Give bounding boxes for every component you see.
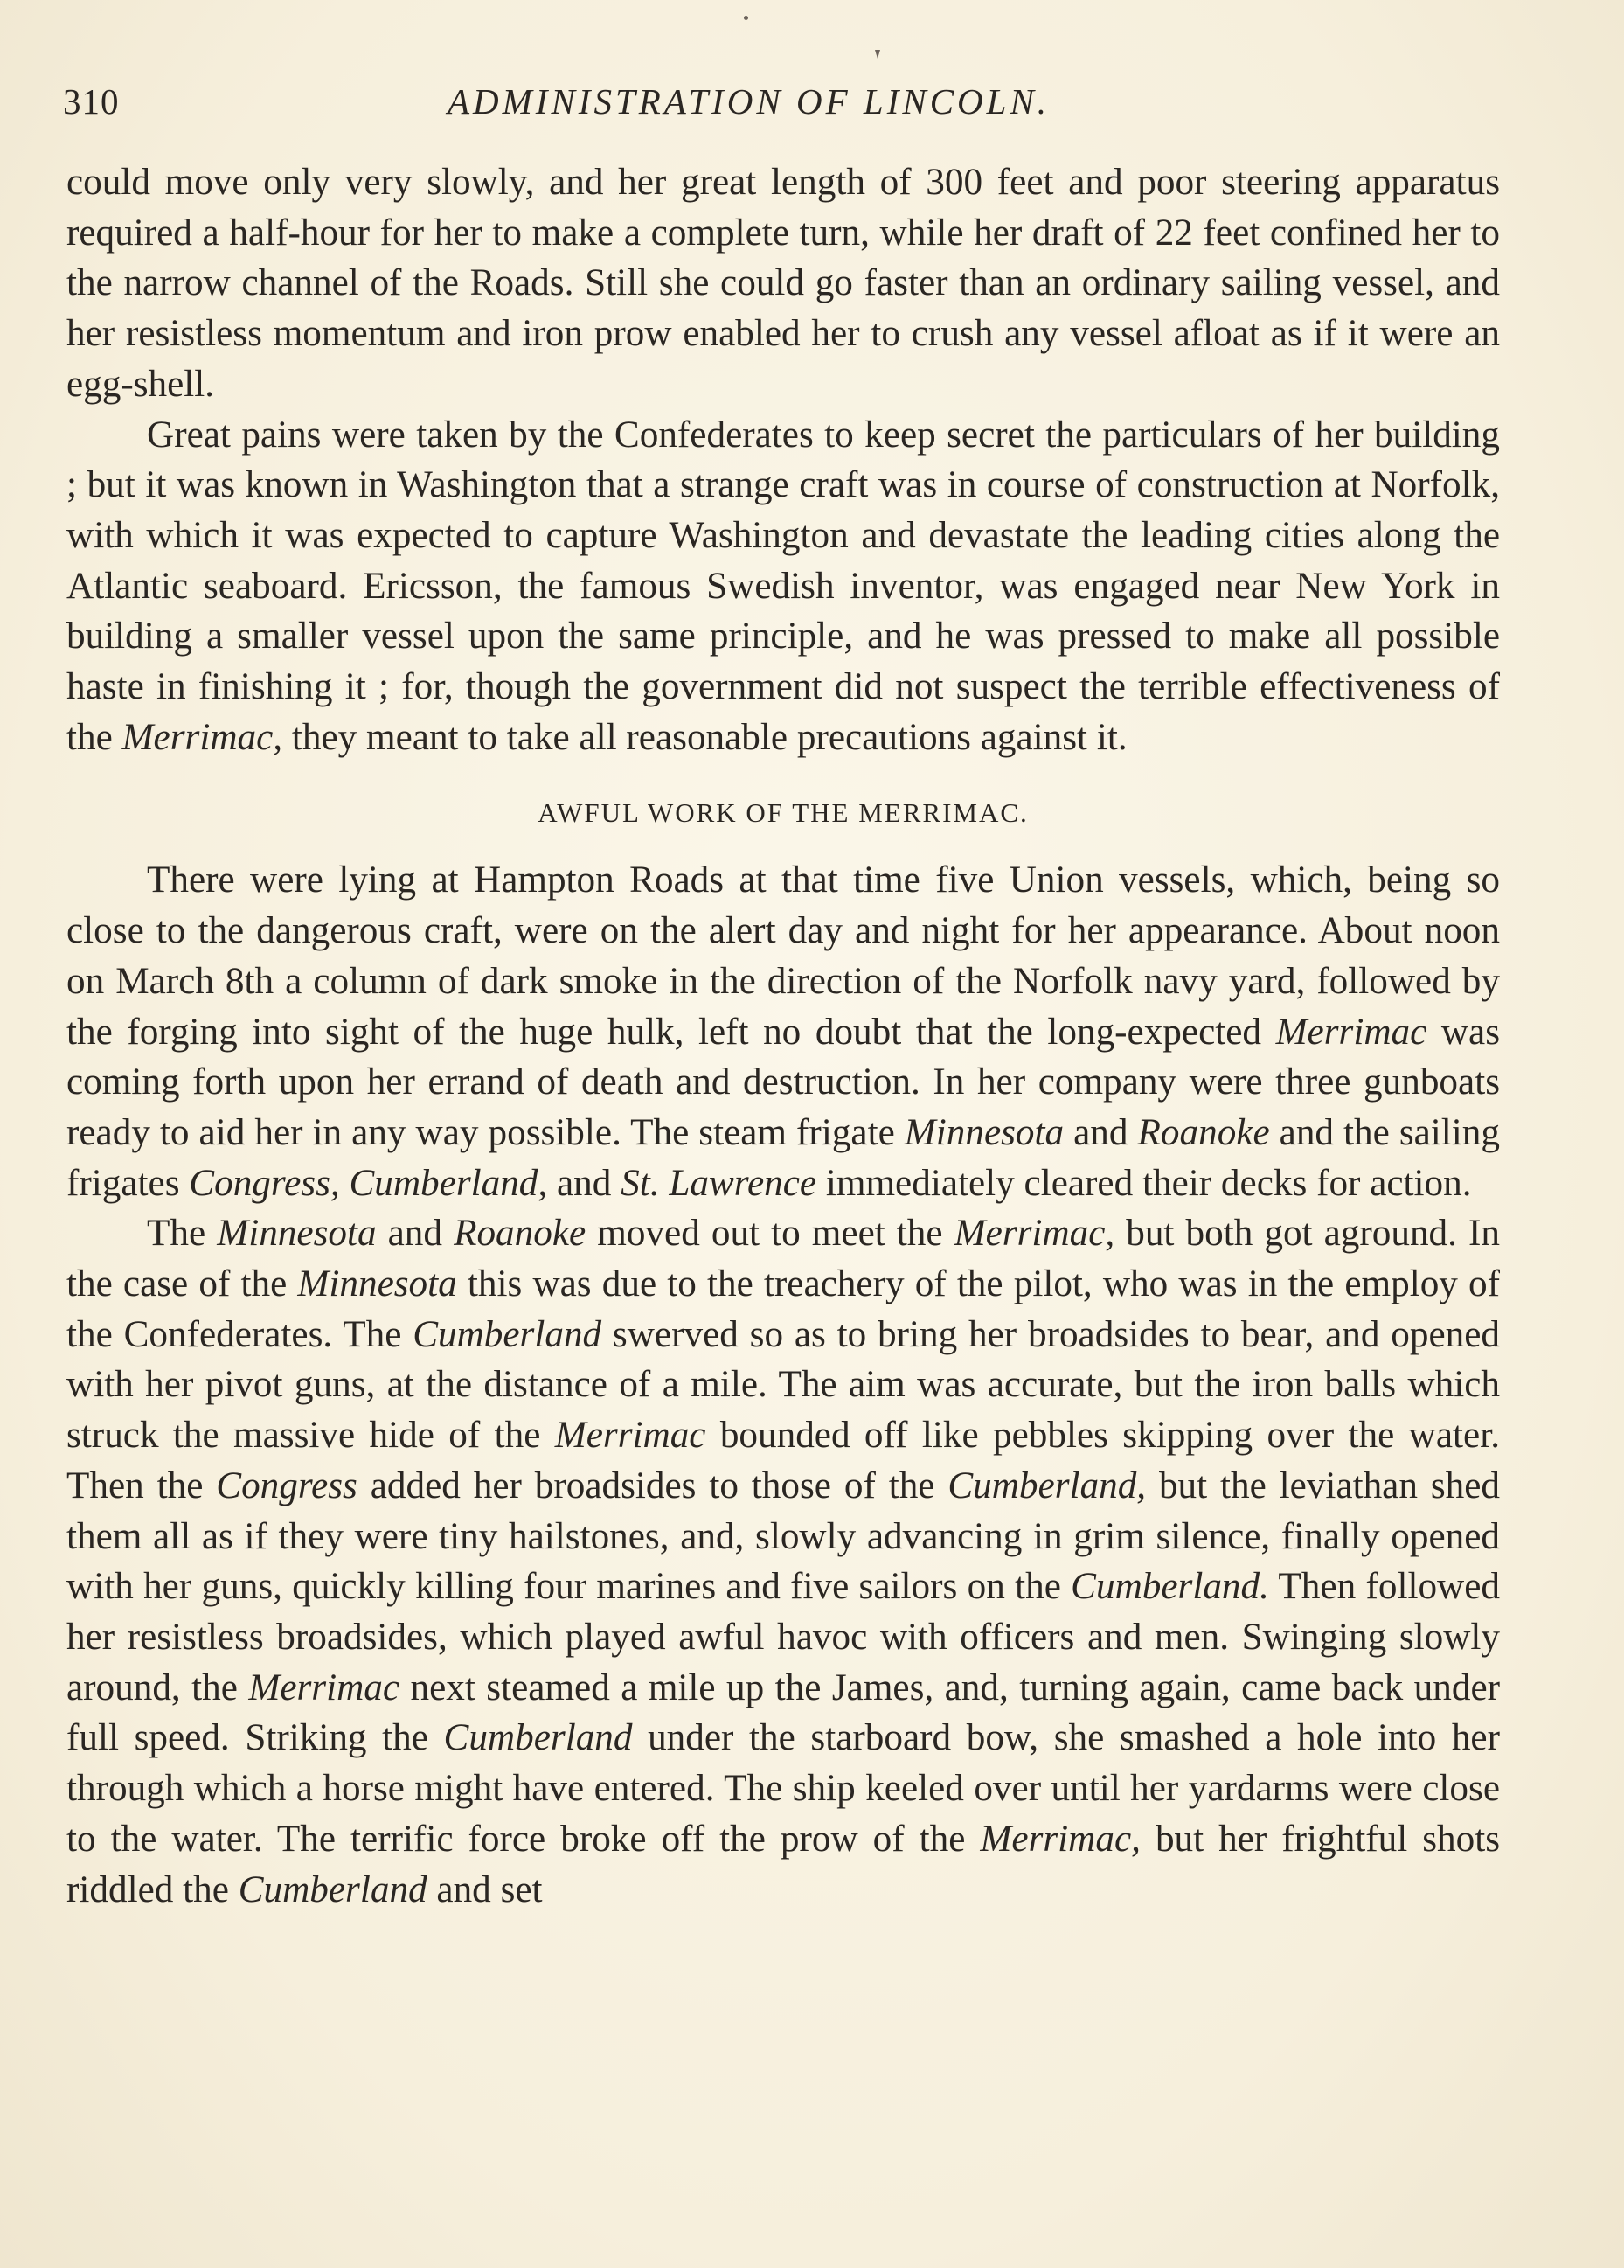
text-run: Great pains were taken by the Confederates to keep secret the particulars of her building ; but it was known in Washington that a strange craft was in course of construction at Norfolk, with which it was expected to capture Washington and devastate the leading cities along the Atlantic seaboard. Ericsson, the famous Swedish inventor, was engaged near New York in building a smaller vessel upon the same principle, and he was pressed to make all possible haste in finishing it ; for, though the government did not suspect the terrible effectiveness of the xyxy=(66,414,1500,758)
ship-name: Merrimac, xyxy=(121,716,283,758)
text-run: under the starboard bow, she smashed a hole into her through which a horse might have entered. The ship keeled over until her yardarms were close to the water. The terrific force broke off the prow of the xyxy=(66,1717,1500,1860)
ship-name: Cumberland xyxy=(413,1313,602,1355)
ship-name: Merrimac, xyxy=(980,1818,1141,1860)
page-number: 310 xyxy=(63,81,120,122)
text-run: bounded off like pebbles skipping over the water. Then the xyxy=(66,1415,1500,1506)
body-text xyxy=(66,157,1500,1915)
paragraph-4 xyxy=(66,1208,1500,1915)
ship-name: Minnesota xyxy=(217,1213,377,1255)
ship-name: Cumberland. xyxy=(1071,1566,1269,1608)
text-run: moved out to meet the xyxy=(586,1213,954,1255)
text-run: was coming forth upon her errand of death and destruction. In her company were three gunboats ready to aid her in any way possible. The steam frigate xyxy=(66,1011,1500,1153)
paragraph-3 xyxy=(66,855,1500,1208)
text-run: they meant to take all reasonable precautions against it. xyxy=(282,716,1128,758)
text-run: and xyxy=(376,1213,455,1255)
ship-name: Merrimac xyxy=(554,1415,706,1457)
text-run: but both got aground. In the case of the xyxy=(66,1213,1501,1305)
text-run: and xyxy=(1064,1111,1138,1153)
ship-name: Congress xyxy=(216,1464,357,1506)
text-run: could move only very slowly, and her great length of 300 feet and poor steering apparatus required a half-hour for her to make a complete turn, while her draft of 22 feet confined her to the narrow channel of the Roads. Still she could go faster than an ordinary sailing vessel, and her resistless momentum and iron prow enabled her to crush any vessel afloat as if it were an egg-shell. xyxy=(66,162,1500,405)
ship-name: Merrimac, xyxy=(954,1213,1115,1255)
paragraph-2 xyxy=(66,410,1500,763)
ship-name: Cumberland, xyxy=(947,1464,1147,1506)
ship-name: Minnesota xyxy=(904,1111,1065,1153)
text-run: but the leviathan shed them all as if they were tiny hailstones, and, slowly advancing in grim silence, finally opened with her guns, quickly killing four marines and five sailors on the xyxy=(66,1464,1500,1608)
text-run: added her broadsides to those of the xyxy=(357,1464,948,1506)
text-run: and the sailing frigates xyxy=(66,1111,1500,1204)
ship-name: Cumberland xyxy=(238,1868,427,1910)
paragraph-1 xyxy=(66,157,1500,410)
ship-name: Cumberland xyxy=(443,1717,633,1759)
text-run: this was due to the treachery of the pilot, who was in the employ of the Confederates. The xyxy=(66,1263,1501,1355)
text-run: swerved so as to bring her broadsides to bear, and opened with her pivot guns, at the distance of a mile. The aim was accurate, but the iron balls which struck the massive hide of the xyxy=(66,1313,1500,1457)
text-run: The xyxy=(147,1213,218,1255)
running-header xyxy=(63,80,1496,133)
ship-name: St. Lawrence xyxy=(621,1162,817,1204)
section-heading: AWFUL WORK OF THE MERRIMAC. xyxy=(538,797,1029,829)
ship-name: Congress, Cumberland, xyxy=(189,1162,548,1204)
ship-name: Roanoke xyxy=(454,1213,586,1255)
text-run: Then followed her resistless broadsides, which played awful havoc with officers and men. Swinging slowly around, the xyxy=(66,1566,1500,1708)
ink-speck xyxy=(744,16,748,20)
text-run: There were lying at Hampton Roads at that time five Union vessels, which, being so close to the dangerous craft, were on the alert day and night for her appearance. About noon on March 8th a column of dark smoke in the direction of the Norfolk navy yard, followed by the forging into sight of the huge hulk, left no doubt that the long-expected xyxy=(66,859,1500,1053)
text-run: next steamed a mile up the James, and, turning again, came back under full speed. Striking the xyxy=(66,1666,1500,1759)
ship-name: Merrimac xyxy=(248,1666,400,1708)
running-title: ADMINISTRATION OF LINCOLN. xyxy=(448,81,1051,122)
ink-speck xyxy=(875,50,880,59)
text-run: and xyxy=(547,1162,621,1204)
text-run: immediately cleared their decks for action. xyxy=(816,1162,1472,1204)
ship-name: Roanoke xyxy=(1137,1111,1270,1153)
ship-name: Minnesota xyxy=(297,1263,457,1305)
ship-name: Merrimac xyxy=(1275,1011,1427,1053)
text-run: but her frightful shots riddled the xyxy=(66,1818,1501,1910)
text-run: and set xyxy=(427,1868,543,1910)
